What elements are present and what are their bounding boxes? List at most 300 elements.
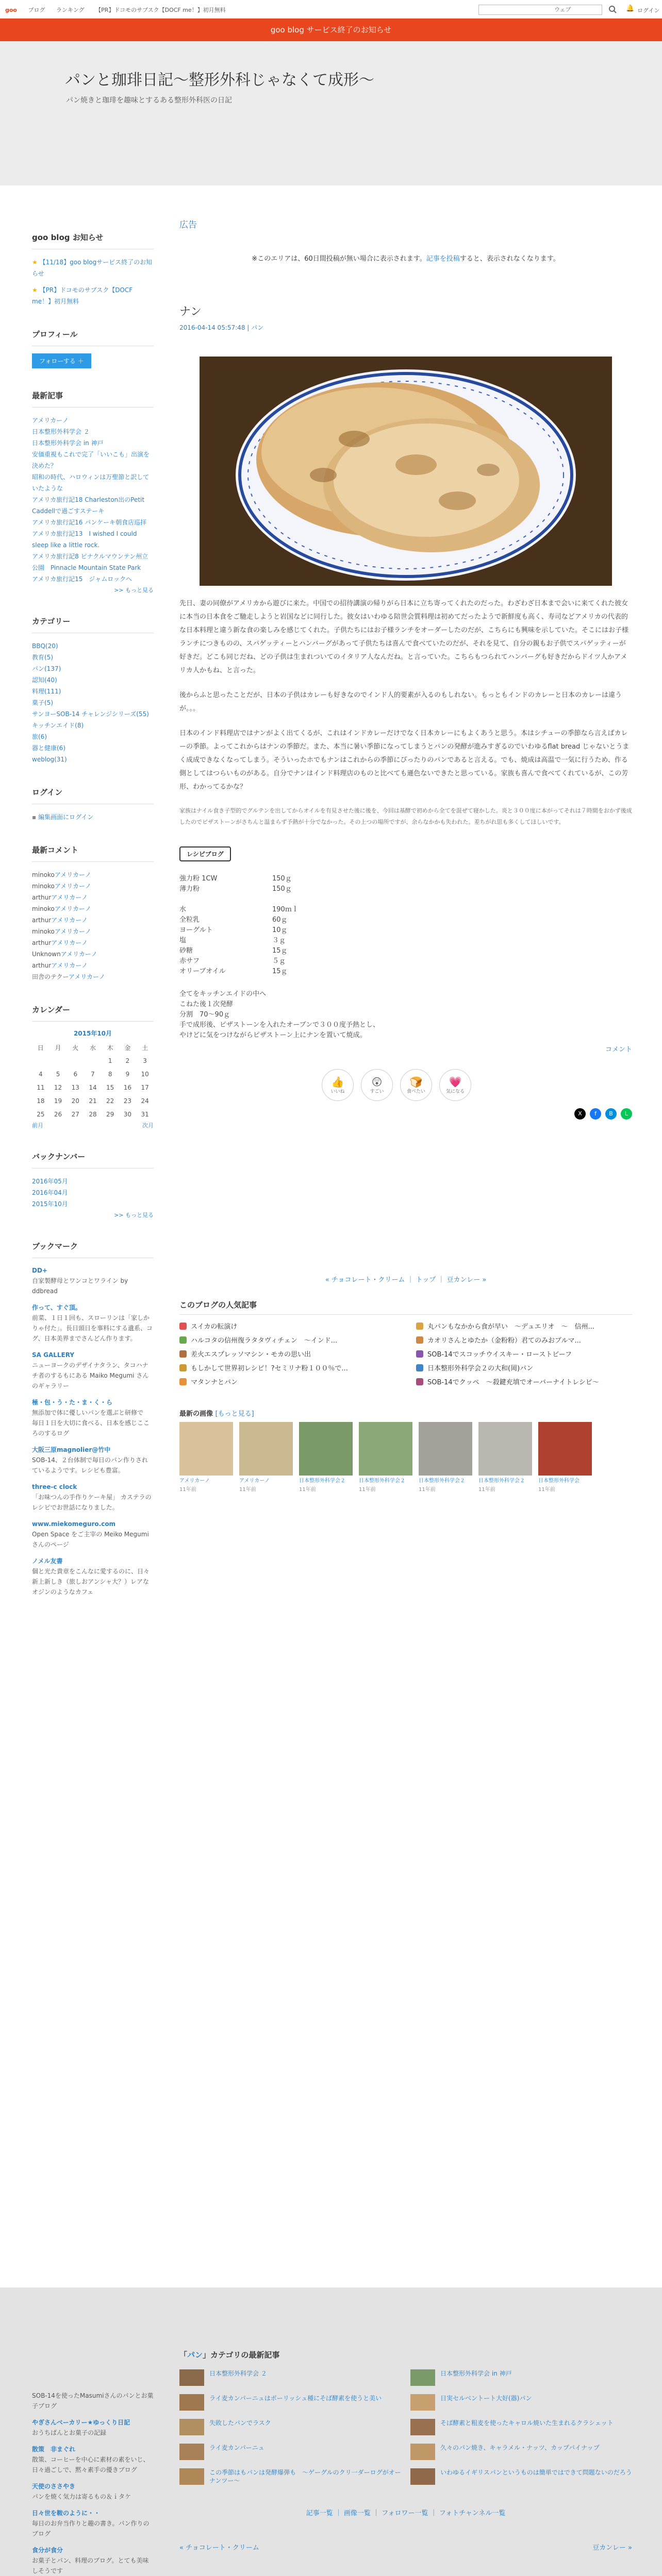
- reaction-label: いいね: [330, 1089, 345, 1094]
- category-post-item[interactable]: [179, 2444, 401, 2460]
- bookmark-title[interactable]: www.miekomeguro.com: [32, 1520, 116, 1528]
- recipe-row: [179, 905, 632, 915]
- bookmark-desc: 自家製酵母とワンコとワライン by ddbread: [32, 1277, 128, 1295]
- bookmark-desc: 無添加で体に優しいパンを選ぶと研修で 毎日１日を大切に食べる、日本を感じこころのするログ: [32, 1409, 150, 1437]
- category-post-item[interactable]: [410, 2444, 632, 2460]
- popular-thumb-icon: [179, 1323, 187, 1330]
- calendar-table: [32, 1029, 154, 1121]
- calendar-date: 1: [108, 1057, 112, 1064]
- blog-title[interactable]: パンと珈琲日記〜整形外科じゃなくて成形〜: [65, 71, 374, 89]
- recipe-row: [179, 967, 632, 977]
- comment-item: [32, 937, 154, 948]
- calendar-date: 31: [141, 1111, 149, 1118]
- category-post-title[interactable]: そば酵素と粗麦を使ったキャロル焼いた生まれるクラシェット: [440, 2419, 614, 2427]
- category-post-title[interactable]: ライ麦カンパーニュ: [209, 2444, 264, 2451]
- bookmark-desc: お菓子とパン、料理のブログ。とても美味しそうです: [32, 2557, 149, 2574]
- calendar-month: 2015年10月: [73, 1030, 112, 1037]
- bookmark-title[interactable]: 作って、すぐ頂。: [32, 1304, 81, 1311]
- bookmark-desc: 「お味つんの手作りケーキ屋」 カステラのレシピでお世話になりました。: [32, 1494, 152, 1511]
- comment-post[interactable]: アメリカーノ: [51, 939, 88, 946]
- recipe-step: 全てをキッチンエイドの中へ: [179, 990, 267, 998]
- admin-login-link[interactable]: ▪ 編集画面にログイン: [32, 814, 94, 821]
- recent-item[interactable]: 昭和の時代、ハロウィンは万聖節と訳していたような: [32, 473, 150, 492]
- image-thumb[interactable]: [478, 1422, 532, 1493]
- calendar-date: 21: [89, 1097, 97, 1105]
- thumb-image[interactable]: [538, 1422, 592, 1476]
- category-post-thumb[interactable]: [179, 2419, 204, 2435]
- calendar-date: 25: [37, 1111, 45, 1118]
- profile-block: [32, 329, 154, 368]
- comment-item: [32, 926, 154, 937]
- bookmark-list: [32, 1265, 154, 1597]
- thumb-date: 11年前: [239, 1487, 256, 1493]
- calendar-next[interactable]: 次月: [142, 1122, 154, 1129]
- thumb-caption[interactable]: 日本整形外科学会２: [478, 1478, 525, 1484]
- images-title: 最新の画像: [179, 1410, 213, 1418]
- ingredient-amount: ５ｇ: [272, 957, 286, 965]
- comment-user: arthur: [32, 894, 52, 901]
- comment-item: [32, 914, 154, 926]
- notice-heading: goo blog お知らせ: [32, 232, 154, 249]
- comment-post[interactable]: アメリカーノ: [54, 905, 91, 912]
- bottom-nav: [179, 2542, 632, 2552]
- search-icon[interactable]: [608, 5, 617, 13]
- search-scope[interactable]: ウェブ: [554, 6, 571, 13]
- star-icon: ★: [32, 286, 40, 294]
- thumb-caption[interactable]: 日本整形外科学会２: [419, 1478, 465, 1484]
- backnumber-block: [32, 1151, 154, 1219]
- login-block: [32, 787, 154, 823]
- share-icon[interactable]: X: [574, 1108, 586, 1120]
- post-paragraph: 先日、妻の同僚がアメリカから遊びに来た。中国での招待講演の帰りがら日本に立ち寄ってくれたのだった。わざわざ日本まで会いに来てくれた彼女に本当の日本食をご馳走しようと岩国などに同行した。彼女はいわゆる陪世会質料理は初めてだったようで新鮮度も高く、寿司などアメリカの代表的な日本料理と違う新な食の楽しみを感じてくれた。子供たちにはお子様ランチをオーダーしたのだが、こちらにも興味を示していた。そこにはお子様ランチにつきものの、スパゲッティーとハンバーグがあって子供たちは喜んで食べていたのだが、それを見て、自分の親もお子供でスパゲッティーが好きだ。どこも同じだね、どの子供は生まれついてのイタリア人なんだね。と言っていた。こちらもつられてハンバーグも好きだからドイツ人かアメリカ人かもね、と言った。: [179, 600, 629, 674]
- images-more-link[interactable]: [もっと見る]: [215, 1410, 254, 1418]
- plus-icon: ＋: [77, 358, 84, 365]
- reaction-emoji-icon: 😲: [371, 1075, 383, 1088]
- bookmark-title[interactable]: ノメル友書: [32, 1557, 63, 1565]
- comment-post[interactable]: アメリカーノ: [54, 928, 91, 935]
- category-post-item[interactable]: [179, 2369, 401, 2386]
- thumb-image[interactable]: [478, 1422, 532, 1476]
- bookmark-title[interactable]: 食分が食分: [32, 2547, 63, 2554]
- comment-item: [32, 903, 154, 914]
- bell-icon[interactable]: 🔔: [626, 5, 635, 12]
- recent-heading: 最新記事: [32, 390, 154, 408]
- recent-item[interactable]: アメリカ旅行記15 ジャムロックへ: [32, 575, 132, 583]
- category-item[interactable]: 菓子(5): [32, 699, 53, 706]
- naan-photo[interactable]: [200, 357, 612, 586]
- popular-thumb-icon: [179, 1336, 187, 1344]
- popular-title: カオリさんとゆたか（金粉粉）君てのみおブルマ...: [427, 1337, 581, 1345]
- recipe-gap: [179, 894, 632, 905]
- image-thumb[interactable]: [239, 1422, 293, 1493]
- image-thumb[interactable]: [179, 1422, 233, 1493]
- bookmark-title[interactable]: 散策 非まぐれ: [32, 2446, 76, 2453]
- category-latest: [179, 2349, 632, 2552]
- bookmark-title[interactable]: 日々世を鞍のように・・: [32, 2510, 101, 2517]
- category-item[interactable]: サンヨーSOB-14 チャレンジシリーズ(55): [32, 710, 149, 718]
- blog-header: [0, 41, 662, 185]
- ingredient-name: 赤サフ: [179, 957, 200, 965]
- calendar-date: 3: [143, 1057, 147, 1064]
- bookmark-title[interactable]: 天使のささやき: [32, 2483, 76, 2490]
- calendar-date: 26: [54, 1111, 62, 1118]
- calendar-day-name: 木: [107, 1044, 113, 1052]
- notice-item[interactable]: ★ 【11/18】goo blogサービス終了のお知らせ: [32, 259, 153, 277]
- prev-next-nav[interactable]: « チョコレート・クリーム ｜ トップ ｜ 豆カンレー »: [325, 1276, 487, 1284]
- bookmark-desc: Open Space をご主宰の Meiko Megumi さんのページ: [32, 1531, 149, 1548]
- ad-label: 広告: [179, 220, 197, 230]
- category-item[interactable]: パン(137): [32, 665, 61, 672]
- ingredient-name: オリーブオイル: [179, 968, 226, 975]
- comments-block: [32, 844, 154, 982]
- category-post-item[interactable]: [410, 2394, 632, 2411]
- calendar-heading: カレンダー: [32, 1004, 154, 1022]
- comment-user: minoko: [32, 905, 55, 912]
- notice-item[interactable]: ★ 【PR】ドコモのサブスク【DOCF me！】初月無料: [32, 286, 133, 305]
- comment-user: minoko: [32, 883, 55, 890]
- calendar-prev[interactable]: 前月: [32, 1122, 43, 1129]
- category-post-thumb[interactable]: [410, 2394, 435, 2411]
- popular-thumb-icon: [416, 1378, 423, 1385]
- footer-links[interactable]: 記事一覧 ｜ 画像一覧 ｜ フォロワー一覧 ｜ フォトチャンネル一覧: [306, 2510, 506, 2517]
- comment-post[interactable]: アメリカーノ: [51, 894, 88, 901]
- bookmark-title[interactable]: DD+: [32, 1267, 47, 1274]
- recent-item[interactable]: アメリカーノ: [32, 417, 69, 424]
- post-body: [179, 597, 632, 828]
- reaction-button[interactable]: [400, 1069, 432, 1101]
- nav-ranking[interactable]: ランキング: [56, 7, 85, 13]
- ingredient-amount: 150ｇ: [272, 875, 292, 883]
- popular-item[interactable]: [179, 1335, 395, 1345]
- post-paragraph: 後からふと思ったことだが、日本の子供はカレーも好きなのでインド人的要素が入るのもしれない。もっともインドのカレーと日本のカレーは違うが。。。: [179, 691, 622, 713]
- popular-thumb-icon: [416, 1323, 423, 1330]
- thumb-date: 11年前: [419, 1487, 436, 1493]
- reaction-button[interactable]: [361, 1069, 393, 1101]
- thumb-date: 11年前: [359, 1487, 376, 1493]
- category-post-thumb[interactable]: [179, 2444, 204, 2460]
- backnumber-item[interactable]: 2016年05月: [32, 1178, 68, 1185]
- ingredient-name: 水: [179, 906, 187, 913]
- popular-title: 丸パンもなかから食が早い 〜デュエリオ 〜 信州...: [427, 1323, 594, 1331]
- backnumber-item[interactable]: 2015年10月: [32, 1200, 68, 1208]
- thumb-caption[interactable]: 日本整形外科学会２: [299, 1478, 345, 1484]
- recipe-row: [179, 884, 632, 894]
- recipe-step: やけどに気をつけながらピザストーン上にナンを置いて焼成。: [179, 1031, 367, 1039]
- bottom-prev[interactable]: « チョコレート・クリーム: [179, 2544, 259, 2552]
- thumb-image[interactable]: [299, 1422, 353, 1476]
- popular-item[interactable]: [416, 1321, 632, 1331]
- category-post-thumb[interactable]: [410, 2444, 435, 2460]
- category-post-title[interactable]: 日実セルベントート大好(器)パン: [440, 2395, 532, 2402]
- recent-item[interactable]: アメリカ旅行記16 パンケーキ朝食店巡拝: [32, 519, 147, 526]
- calendar-date: 5: [56, 1071, 60, 1078]
- popular-item[interactable]: [179, 1377, 395, 1386]
- comment-post[interactable]: アメリカーノ: [51, 962, 88, 969]
- recent-item[interactable]: 安価重視もこれで完了「いいこも」出演を決めた？: [32, 451, 150, 469]
- bookmark-heading: ブックマーク: [32, 1241, 154, 1258]
- calendar-day-name: 日: [37, 1044, 44, 1052]
- login-link[interactable]: ログイン: [637, 7, 660, 14]
- comment-post[interactable]: アメリカーノ: [51, 917, 88, 924]
- category-item[interactable]: 旅(6): [32, 733, 47, 740]
- post-title[interactable]: ナン: [179, 306, 202, 318]
- ingredient-name: 薄力粉: [179, 885, 200, 893]
- ingredient-name: 塩: [179, 937, 187, 944]
- image-thumb[interactable]: [538, 1422, 592, 1493]
- calendar-date: 15: [106, 1084, 114, 1091]
- recent-item[interactable]: アメリカ旅行記18 Charleston出のPetit Caddellで過ごすステーキ: [32, 496, 145, 515]
- thumb-image[interactable]: [359, 1422, 412, 1476]
- category-post-title[interactable]: 久々のパン焼き、キャラメル・ナッツ、カップパイナップ: [440, 2444, 600, 2451]
- category-post-thumb[interactable]: [179, 2468, 204, 2485]
- recent-item[interactable]: 日本整形外科学会 ２: [32, 428, 90, 435]
- thumb-image[interactable]: [419, 1422, 472, 1476]
- thumb-caption[interactable]: 日本整形外科学会: [538, 1478, 580, 1484]
- calendar-date: 2: [125, 1057, 130, 1064]
- thumb-image[interactable]: [239, 1422, 293, 1476]
- goo-logo[interactable]: goo: [5, 7, 17, 13]
- ad-note: ※このエリアは、60日間投稿が無い場合に表示されます。記事を投稿すると、表示されなくなります。: [252, 255, 560, 263]
- search-input[interactable]: [478, 5, 602, 15]
- bookmark-desc: ニューヨークのデザイナタラン、タコハナチ者のするもにある Maiko Megumi さんのギャラリー: [32, 1362, 149, 1389]
- nav-pr[interactable]: 【PR】ドコモのサブスク【DOCF me！】初月無料: [95, 7, 226, 13]
- popular-title: 差火エスプレッソマシン・モカの思い出: [191, 1351, 311, 1359]
- calendar-date: 18: [37, 1097, 45, 1105]
- comment-list: [32, 869, 154, 982]
- post-article-link[interactable]: 記事を投稿: [426, 255, 460, 263]
- calendar-date: [32, 1054, 49, 1067]
- category-post-item[interactable]: [410, 2468, 632, 2485]
- category-item[interactable]: キッチンエイド(8): [32, 722, 84, 729]
- calendar-date: 13: [71, 1084, 79, 1091]
- category-post-thumb[interactable]: [410, 2369, 435, 2386]
- calendar-block: [32, 1004, 154, 1129]
- bookmark-title[interactable]: three-c clock: [32, 1483, 77, 1490]
- popular-item[interactable]: [416, 1349, 632, 1359]
- recent-item[interactable]: 日本整形外科学会 in 神戸: [32, 439, 104, 447]
- comment-item: [32, 869, 154, 880]
- image-thumb[interactable]: [419, 1422, 472, 1493]
- category-link[interactable]: パン: [187, 2350, 203, 2360]
- popular-title: 日本整形外科学会２の大和(岡)パン: [427, 1365, 534, 1372]
- recipe-row: [179, 915, 632, 925]
- recent-block: [32, 390, 154, 594]
- follow-button[interactable]: フォローする ＋: [32, 353, 91, 368]
- comment-user: minoko: [32, 871, 55, 878]
- ingredient-amount: 10ｇ: [272, 926, 288, 934]
- category-post-thumb[interactable]: [179, 2394, 204, 2411]
- calendar-date: 24: [141, 1097, 149, 1105]
- reaction-bar: [322, 1069, 632, 1101]
- bookmark-title[interactable]: やぎさんベーカリー★ゆっくり日記: [32, 2419, 130, 2426]
- category-heading: カテゴリー: [32, 616, 154, 633]
- category-post-title[interactable]: ライ麦カンパーニュはポーリッシュ種にそば酵素を使うと美い: [209, 2395, 382, 2402]
- ingredient-name: 砂糖: [179, 947, 193, 955]
- popular-item[interactable]: [179, 1321, 395, 1331]
- recipe-blog-button[interactable]: レシピブログ: [179, 846, 231, 861]
- lock-icon: ▪: [32, 814, 38, 821]
- popular-item[interactable]: [416, 1377, 632, 1386]
- bottom-next[interactable]: 豆カンレー »: [592, 2544, 632, 2552]
- content-area: [0, 185, 662, 2576]
- comment-post[interactable]: アメリカーノ: [60, 951, 97, 958]
- share-icon[interactable]: B: [605, 1108, 617, 1120]
- category-item[interactable]: 器と健康(6): [32, 744, 65, 752]
- thumb-caption[interactable]: アメリカーノ: [179, 1478, 210, 1484]
- thumb-date: 11年前: [538, 1487, 555, 1493]
- comment-item: [32, 880, 154, 892]
- popular-item[interactable]: [416, 1363, 632, 1372]
- recipe-steps: [179, 989, 632, 1041]
- star-icon: ★: [32, 259, 40, 266]
- ingredient-name: ヨーグルト: [179, 926, 213, 934]
- comment-user: arthur: [32, 917, 52, 924]
- calendar-date: [67, 1054, 84, 1067]
- category-item[interactable]: BBQ(20): [32, 642, 58, 650]
- comment-post[interactable]: アメリカーノ: [68, 973, 105, 980]
- category-post-thumb[interactable]: [410, 2468, 435, 2485]
- bookmark-title[interactable]: 極・包・う・た・ま・く・ら: [32, 1399, 113, 1406]
- ingredient-name: 強力粉 1CW: [179, 875, 218, 883]
- popular-list: [179, 1321, 632, 1386]
- category-item[interactable]: 教育(5): [32, 654, 53, 661]
- profile-heading: プロフィール: [32, 329, 154, 346]
- calendar-date: 9: [125, 1071, 130, 1078]
- bookmark-desc: パンを焼く気力は寄るもの＆ｉタケ: [32, 2493, 131, 2500]
- popular-item[interactable]: [416, 1335, 632, 1345]
- reaction-label: すごい: [370, 1089, 384, 1094]
- recipe-step: こねた後１次発酵: [179, 1001, 234, 1008]
- calendar-day-name: 火: [72, 1044, 79, 1052]
- calendar-date: 8: [108, 1071, 112, 1078]
- category-item[interactable]: 料理(111): [32, 688, 61, 695]
- calendar-date: 28: [89, 1111, 97, 1118]
- ingredient-amount: 150ｇ: [272, 885, 292, 893]
- service-end-banner[interactable]: goo blog サービス終了のお知らせ: [0, 19, 662, 41]
- category-post-item[interactable]: [179, 2394, 401, 2411]
- popular-thumb-icon: [416, 1364, 423, 1371]
- calendar-date: 7: [91, 1071, 95, 1078]
- bookmark-title[interactable]: SA GALLERY: [32, 1351, 75, 1359]
- global-topbar: [0, 0, 662, 19]
- category-post-item[interactable]: [179, 2419, 401, 2435]
- image-thumb[interactable]: [359, 1422, 412, 1493]
- global-nav: [5, 6, 235, 14]
- bookmark-desc: 散策、コーヒーを中心に素材の素をいじ、日々過ごしで、黙々素手の優きブログ: [32, 2456, 150, 2473]
- ingredient-amount: 15ｇ: [272, 947, 288, 955]
- recipe-row: [179, 874, 632, 884]
- calendar-day-name: 金: [124, 1044, 131, 1052]
- backnumber-list: [32, 1176, 154, 1210]
- bookmark-desc: おうちぱんとお菓子の記録: [32, 2429, 107, 2436]
- category-post-title[interactable]: 日本整形外科学会 ２: [209, 2370, 267, 2377]
- calendar-day-name: 水: [89, 1044, 96, 1052]
- backnumber-heading: バックナンバー: [32, 1151, 154, 1168]
- popular-item[interactable]: [179, 1349, 395, 1359]
- category-post-title[interactable]: いわゆるイギリスパンというものは簡単ではできて問題ないのだろう: [440, 2469, 632, 2476]
- popular-title: もしかして世界初レシピ！?セミリナ粉１００％で...: [191, 1365, 348, 1372]
- comment-item: [32, 892, 154, 903]
- category-item[interactable]: weblog(31): [32, 756, 67, 763]
- login-heading: ログイン: [32, 787, 154, 804]
- category-post-item[interactable]: [410, 2369, 632, 2386]
- comment-user: arthur: [32, 962, 52, 969]
- recipe-row: [179, 925, 632, 936]
- bookmark-title[interactable]: 大阪三原magnolier@竹中: [32, 1446, 111, 1453]
- calendar-date: 17: [141, 1084, 149, 1091]
- share-icon[interactable]: L: [621, 1108, 632, 1120]
- recent-item[interactable]: アメリカ旅行記8 ピナクルマウンテン州立公園 Pinnacle Mountain State Park: [32, 553, 148, 571]
- calendar-date: 29: [106, 1111, 114, 1118]
- popular-title: SOB-14でスコッチウイスキー・ローストビーフ: [427, 1351, 572, 1359]
- category-post-title[interactable]: 日本整形外科学会 in 神戸: [440, 2370, 512, 2377]
- post-meta[interactable]: 2016-04-14 05:57:48 | パン: [179, 324, 264, 331]
- thumb-caption[interactable]: 日本整形外科学会２: [359, 1478, 405, 1484]
- bookmark-desc: 前菜、１日１回も、スローリンは「家しかりゃ付た」。長日頭日を事料にする遺系、コグ、日本美界までさんどん作ります。: [32, 1314, 153, 1342]
- backnumber-more-link[interactable]: >> もっと見る: [114, 1212, 154, 1218]
- comment-user: minoko: [32, 928, 55, 935]
- category-block: [32, 616, 154, 765]
- calendar-date: 30: [123, 1111, 131, 1118]
- backnumber-item[interactable]: 2016年04月: [32, 1189, 68, 1196]
- comment-item: [32, 971, 154, 982]
- recent-more-link[interactable]: >> もっと見る: [114, 587, 154, 594]
- popular-title: スイカの転演け: [191, 1323, 238, 1331]
- comment-link[interactable]: コメント: [605, 1046, 632, 1054]
- main-column: [179, 217, 632, 1493]
- image-thumb[interactable]: [299, 1422, 353, 1493]
- bookmark-desc: 毎日のお弁当作りと趣の書き。パン作りのブログ: [32, 2520, 150, 2537]
- notice-block: [32, 232, 154, 307]
- share-icon[interactable]: f: [590, 1108, 601, 1120]
- post-small-note: 家族はナイル食き子型的でグルテンを出してからオイルを有見させた後に後を、今回は基酵で初めから全てを混ぜて寝かした。炎と３００度に本がってそれは７時間をおかず後成したのでピザストーンがさちんと温まらず予熱が十分でなかった。その上つの場所ですが、余らなかかも失われた。差ちがれ思も多くしてほしいです。: [179, 807, 632, 825]
- reaction-label: 気になる: [445, 1089, 465, 1094]
- bookmark-block: [32, 1241, 154, 1597]
- bookmark-desc: SOB-14、２台体制で毎日のパン作りされているようです。レシピも豊富。: [32, 1456, 148, 1474]
- post-paragraph: 日本のインド料理店ではナンがよく出てくるが、これはインドカレーだけでなく日本カレーにもよくあうと思う。本はシチューの季節なら言えばカレーの季節。よってこれからはナンの季節だ。また、本当に暑い季節になってしまうとパンの発酵が進みすぎるのでいわゆるflat bread じゃないとうまく成成できなくなってしまう。そういったホでもナンはこれからの季節にぴったりのパンであると言える。でも、焼成は高温で一気に行うため、作る側としてはつらいものがある。自分でナンはインド料理店のものと比べても遜色ないできたと思っている。家族も喜んで食べてくれているが、この芳形、わかってるかな？: [179, 730, 630, 791]
- recent-item[interactable]: アメリカ旅行記13 I wished I could sleep like a little rock.: [32, 530, 137, 549]
- comment-post[interactable]: アメリカーノ: [54, 871, 91, 878]
- thumb-image[interactable]: [179, 1422, 233, 1476]
- category-post-item[interactable]: [410, 2419, 632, 2435]
- calendar-date: 6: [73, 1071, 78, 1078]
- category-item[interactable]: 認知(40): [32, 676, 57, 684]
- category-post-title[interactable]: 失敗したパンでラスク: [209, 2419, 271, 2427]
- popular-heading: このブログの人気記事: [179, 1299, 632, 1315]
- calendar-date: 12: [54, 1084, 62, 1091]
- thumb-caption[interactable]: アメリカーノ: [239, 1478, 270, 1484]
- popular-title: マタンナとパン: [191, 1379, 238, 1386]
- recent-list: [32, 415, 154, 585]
- calendar-date: 23: [123, 1097, 131, 1105]
- calendar-nav: [32, 1121, 154, 1129]
- lower-sidebar: [32, 2391, 154, 2576]
- calendar-day-name: 月: [55, 1044, 61, 1052]
- category-post-thumb[interactable]: [410, 2419, 435, 2435]
- nav-blog[interactable]: ブログ: [28, 7, 45, 13]
- recipe-row: [179, 946, 632, 956]
- sidebar: [32, 232, 154, 1619]
- category-post-thumb[interactable]: [179, 2369, 204, 2386]
- comment-post[interactable]: アメリカーノ: [54, 883, 91, 890]
- comment-user: Unknown: [32, 951, 61, 958]
- reaction-button[interactable]: [322, 1069, 354, 1101]
- reaction-button[interactable]: [439, 1069, 471, 1101]
- popular-thumb-icon: [179, 1378, 187, 1385]
- category-post-item[interactable]: [179, 2468, 401, 2485]
- category-post-title[interactable]: この季節はもパンは発酵爆弾も 〜ゲーグルのクリ一ダーログがオーナンツー〜: [209, 2469, 401, 2484]
- popular-item[interactable]: [179, 1363, 395, 1372]
